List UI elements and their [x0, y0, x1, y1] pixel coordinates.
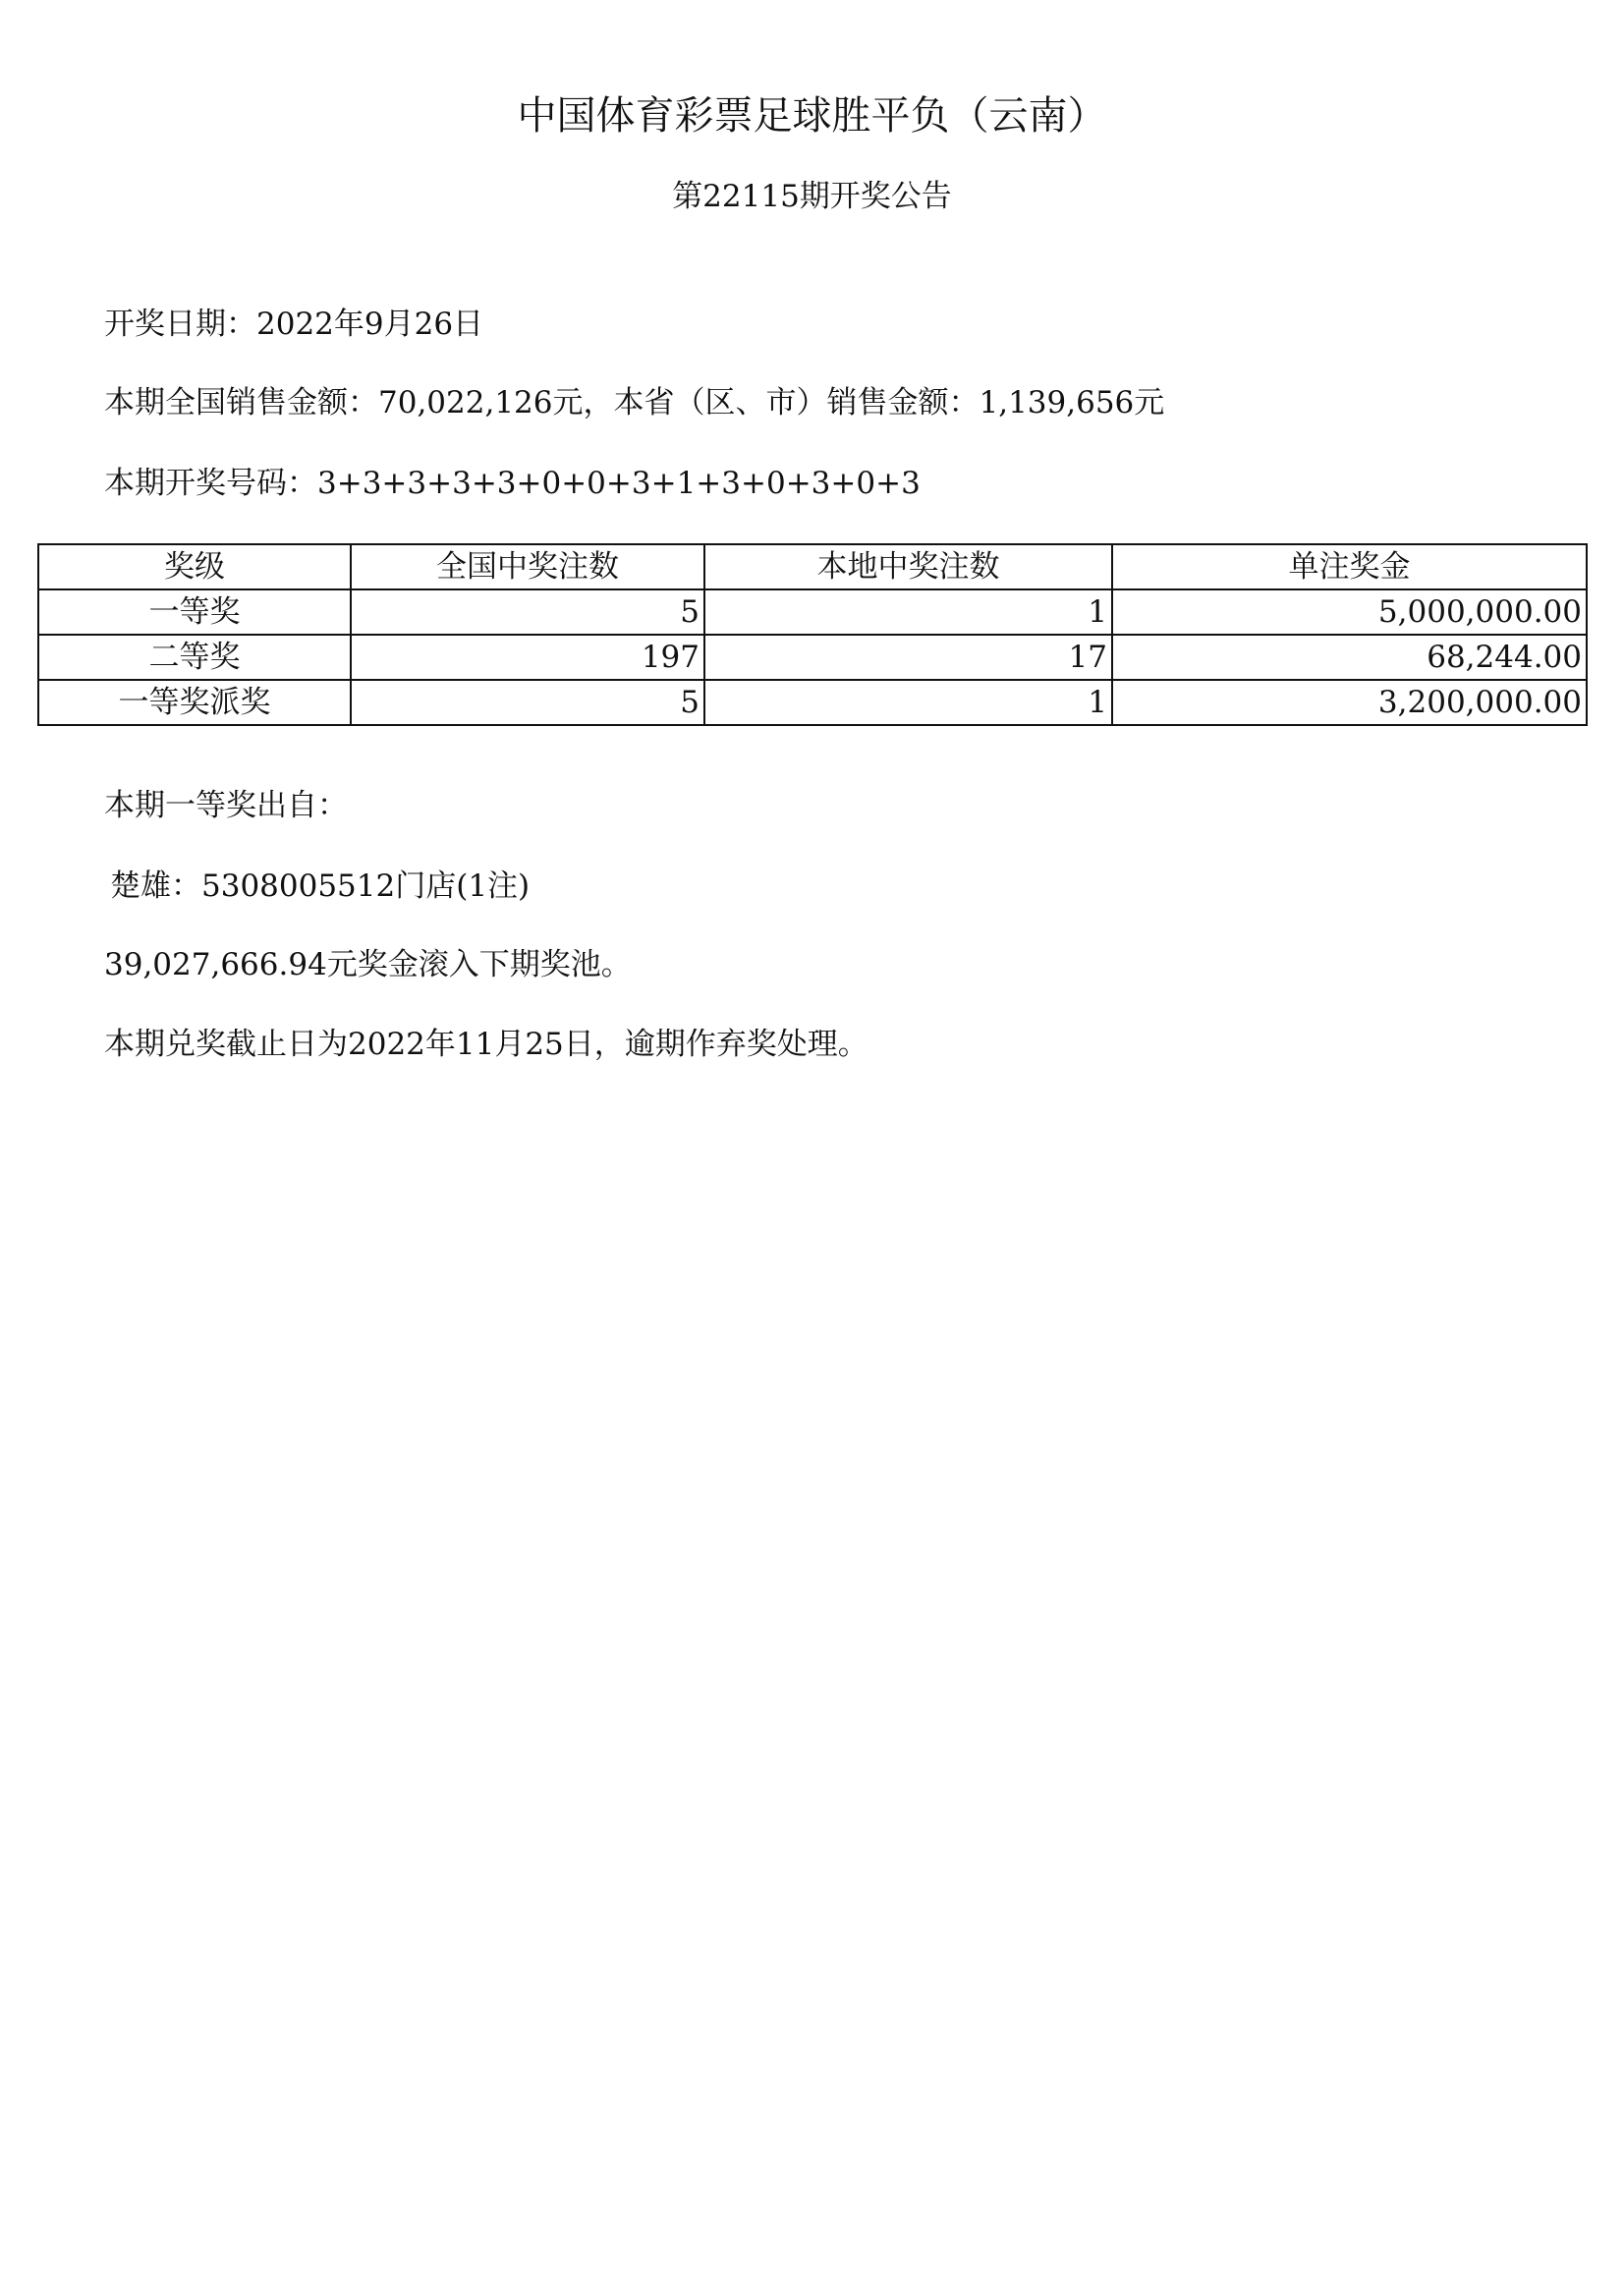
national-winners: 197	[351, 635, 704, 680]
winning-numbers: 本期开奖号码：3+3+3+3+3+0+0+3+1+3+0+3+0+3	[104, 466, 921, 501]
header-local-winners: 本地中奖注数	[704, 544, 1112, 589]
claim-deadline: 本期兑奖截止日为2022年11月25日，逾期作弃奖处理。	[104, 1027, 868, 1062]
prize-level: 一等奖派奖	[38, 680, 351, 725]
table-row	[38, 635, 1587, 680]
local-winners: 17	[704, 635, 1112, 680]
prize-level: 一等奖	[38, 589, 351, 635]
first-prize-origin-title: 本期一等奖出自：	[104, 788, 348, 823]
national-winners: 5	[351, 589, 704, 635]
table-row	[38, 680, 1587, 725]
table-row	[38, 589, 1587, 635]
national-winners: 5	[351, 680, 704, 725]
header-national-winners: 全国中奖注数	[351, 544, 704, 589]
page-title: 中国体育彩票足球胜平负（云南）	[517, 93, 1107, 139]
sales-amount: 本期全国销售金额：70,022,126元，本省（区、市）销售金额：1,139,656元	[104, 385, 1165, 420]
prize-amount: 5,000,000.00	[1112, 589, 1587, 635]
local-winners: 1	[704, 680, 1112, 725]
first-prize-origin-detail: 楚雄：5308005512门店(1注)	[110, 868, 531, 904]
header-prize-amount: 单注奖金	[1112, 544, 1587, 589]
prize-amount: 68,244.00	[1112, 635, 1587, 680]
issue-subtitle: 第22115期开奖公告	[672, 179, 952, 214]
draw-date: 开奖日期：2022年9月26日	[104, 307, 484, 342]
prize-table	[37, 543, 1588, 726]
local-winners: 1	[704, 589, 1112, 635]
prize-amount: 3,200,000.00	[1112, 680, 1587, 725]
rollover-note: 39,027,666.94元奖金滚入下期奖池。	[104, 947, 632, 982]
header-prize-level: 奖级	[38, 544, 351, 589]
prize-level: 二等奖	[38, 635, 351, 680]
table-header-row	[38, 544, 1587, 589]
